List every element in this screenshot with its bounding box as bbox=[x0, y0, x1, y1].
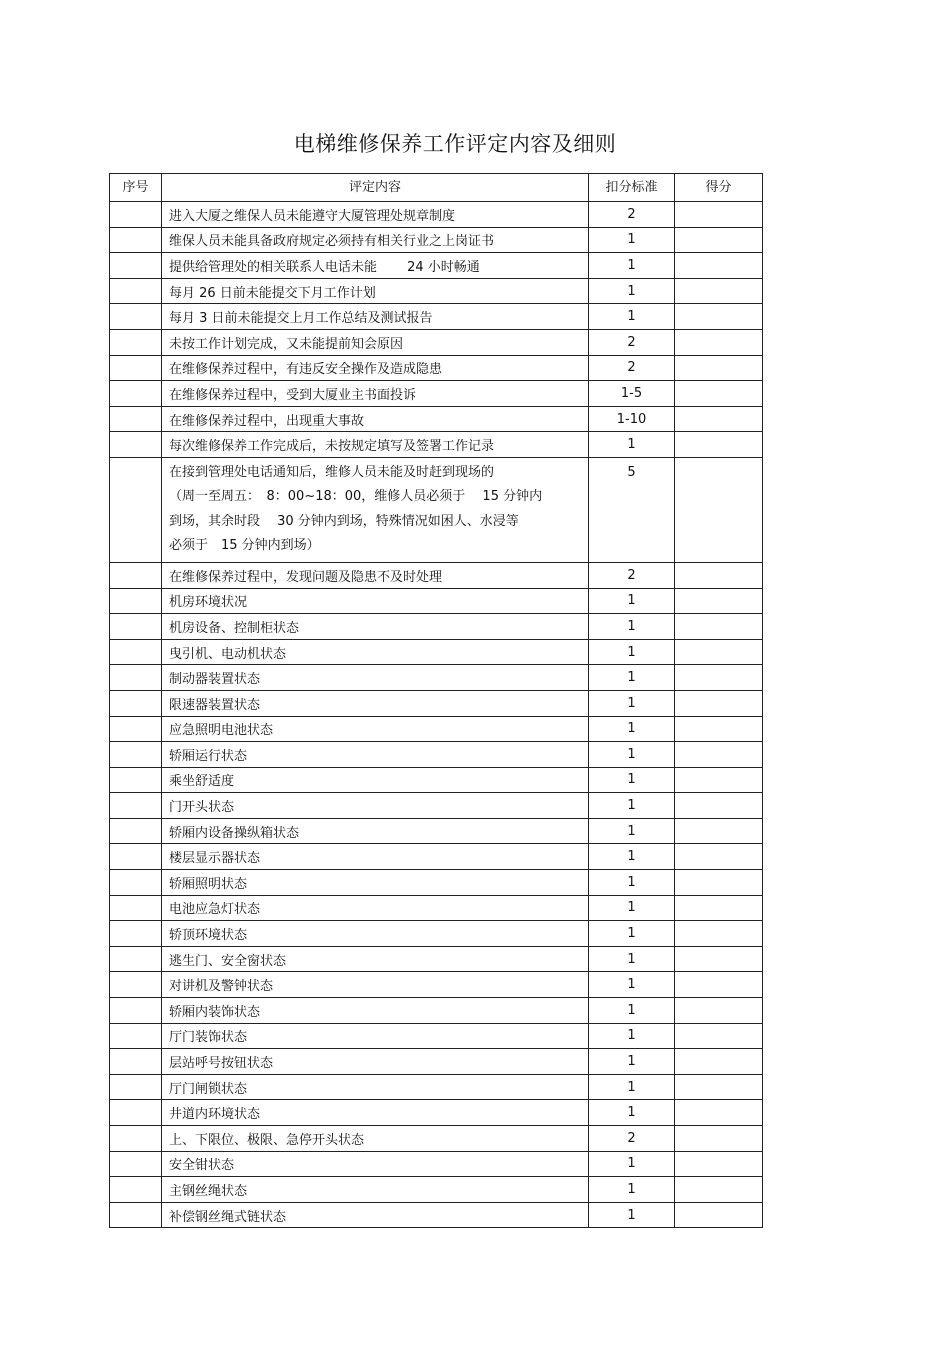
table-row bbox=[110, 972, 763, 998]
seq-cell bbox=[110, 921, 162, 947]
score-cell[interactable] bbox=[675, 457, 763, 562]
score-cell[interactable] bbox=[675, 921, 763, 947]
standard-cell: 1 bbox=[589, 1177, 675, 1203]
seq-cell bbox=[110, 614, 162, 640]
content-cell bbox=[162, 457, 589, 562]
seq-cell bbox=[110, 716, 162, 742]
table-header-row bbox=[110, 174, 763, 202]
header-seq: 序号 bbox=[110, 174, 162, 202]
seq-cell bbox=[110, 742, 162, 768]
table-row bbox=[110, 562, 763, 588]
table-row bbox=[110, 998, 763, 1024]
table-row bbox=[110, 818, 763, 844]
score-cell[interactable] bbox=[675, 1177, 763, 1203]
seq-cell bbox=[110, 1049, 162, 1075]
table-row bbox=[110, 1151, 763, 1177]
score-cell[interactable] bbox=[675, 355, 763, 381]
content-cell: 维保人员未能具备政府规定必须持有相关行业之上岗证书 bbox=[162, 227, 589, 253]
standard-cell: 1 bbox=[589, 793, 675, 819]
table-row bbox=[110, 1177, 763, 1203]
table-row bbox=[110, 381, 763, 407]
seq-cell bbox=[110, 665, 162, 691]
content-cell: 轿厢运行状态 bbox=[162, 742, 589, 768]
content-cell: 层站呼号按钮状态 bbox=[162, 1049, 589, 1075]
table-row bbox=[110, 588, 763, 614]
content-line: （周一至周五： 8：00~18：00，维修人员必须于 15 分钟内 bbox=[169, 489, 543, 505]
seq-cell bbox=[110, 870, 162, 896]
table-row bbox=[110, 895, 763, 921]
content-cell: 提供给管理处的相关联系人电话未能 24 小时畅通 bbox=[162, 253, 589, 279]
score-cell[interactable] bbox=[675, 562, 763, 588]
standard-cell: 1 bbox=[589, 432, 675, 458]
seq-cell bbox=[110, 998, 162, 1024]
seq-cell bbox=[110, 1177, 162, 1203]
score-cell[interactable] bbox=[675, 588, 763, 614]
table-row bbox=[110, 278, 763, 304]
table-row bbox=[110, 329, 763, 355]
standard-cell: 1 bbox=[589, 227, 675, 253]
seq-cell bbox=[110, 895, 162, 921]
score-cell[interactable] bbox=[675, 767, 763, 793]
seq-cell bbox=[110, 818, 162, 844]
table-row bbox=[110, 457, 763, 562]
seq-cell bbox=[110, 278, 162, 304]
seq-cell bbox=[110, 381, 162, 407]
table-row bbox=[110, 716, 763, 742]
score-cell[interactable] bbox=[675, 972, 763, 998]
standard-cell: 1 bbox=[589, 1100, 675, 1126]
score-cell[interactable] bbox=[675, 639, 763, 665]
table-row bbox=[110, 227, 763, 253]
standard-cell: 1 bbox=[589, 921, 675, 947]
seq-cell bbox=[110, 355, 162, 381]
seq-cell bbox=[110, 202, 162, 228]
standard-cell: 1 bbox=[589, 716, 675, 742]
standard-cell: 2 bbox=[589, 1126, 675, 1152]
header-score: 得分 bbox=[675, 174, 763, 202]
score-cell[interactable] bbox=[675, 870, 763, 896]
content-cell: 制动器装置状态 bbox=[162, 665, 589, 691]
seq-cell bbox=[110, 844, 162, 870]
standard-cell: 1 bbox=[589, 1202, 675, 1228]
score-cell[interactable] bbox=[675, 818, 763, 844]
table-row bbox=[110, 946, 763, 972]
header-standard: 扣分标准 bbox=[589, 174, 675, 202]
score-cell[interactable] bbox=[675, 1151, 763, 1177]
content-cell: 逃生门、安全窗状态 bbox=[162, 946, 589, 972]
seq-cell bbox=[110, 588, 162, 614]
table-row bbox=[110, 1202, 763, 1228]
standard-cell: 2 bbox=[589, 562, 675, 588]
content-cell: 机房设备、控制柜状态 bbox=[162, 614, 589, 640]
table-row bbox=[110, 870, 763, 896]
standard-cell: 1-10 bbox=[589, 406, 675, 432]
score-cell[interactable] bbox=[675, 614, 763, 640]
score-cell[interactable] bbox=[675, 1202, 763, 1228]
seq-cell bbox=[110, 304, 162, 330]
seq-cell bbox=[110, 562, 162, 588]
content-line: 到场，其余时段 30 分钟内到场，特殊情况如困人、水浸等 bbox=[169, 513, 519, 529]
table-row bbox=[110, 844, 763, 870]
table-row bbox=[110, 1049, 763, 1075]
standard-cell: 1 bbox=[589, 690, 675, 716]
score-cell[interactable] bbox=[675, 946, 763, 972]
standard-cell: 1 bbox=[589, 614, 675, 640]
seq-cell bbox=[110, 793, 162, 819]
seq-cell bbox=[110, 690, 162, 716]
score-cell[interactable] bbox=[675, 1023, 763, 1049]
content-cell: 每月 26 日前未能提交下月工作计划 bbox=[162, 278, 589, 304]
standard-cell: 1-5 bbox=[589, 381, 675, 407]
content-cell: 每月 3 日前未能提交上月工作总结及测试报告 bbox=[162, 304, 589, 330]
seq-cell bbox=[110, 946, 162, 972]
standard-cell: 1 bbox=[589, 665, 675, 691]
standard-cell: 1 bbox=[589, 946, 675, 972]
content-cell: 对讲机及警钟状态 bbox=[162, 972, 589, 998]
seq-cell bbox=[110, 1126, 162, 1152]
standard-cell: 1 bbox=[589, 972, 675, 998]
seq-cell bbox=[110, 1023, 162, 1049]
content-cell: 厅门装饰状态 bbox=[162, 1023, 589, 1049]
seq-cell bbox=[110, 1074, 162, 1100]
content-cell: 厅门闸锁状态 bbox=[162, 1074, 589, 1100]
standard-cell: 2 bbox=[589, 329, 675, 355]
table-row bbox=[110, 1100, 763, 1126]
score-cell[interactable] bbox=[675, 844, 763, 870]
score-cell[interactable] bbox=[675, 278, 763, 304]
content-cell: 电池应急灯状态 bbox=[162, 895, 589, 921]
standard-cell: 1 bbox=[589, 253, 675, 279]
content-cell: 主钢丝绳状态 bbox=[162, 1177, 589, 1203]
table-row bbox=[110, 1074, 763, 1100]
standard-cell: 1 bbox=[589, 895, 675, 921]
score-cell[interactable] bbox=[675, 329, 763, 355]
content-cell: 楼层显示器状态 bbox=[162, 844, 589, 870]
content-cell: 安全钳状态 bbox=[162, 1151, 589, 1177]
table-row bbox=[110, 202, 763, 228]
standard-cell: 2 bbox=[589, 202, 675, 228]
content-cell: 应急照明电池状态 bbox=[162, 716, 589, 742]
standard-cell: 1 bbox=[589, 278, 675, 304]
content-cell: 上、下限位、极限、急停开头状态 bbox=[162, 1126, 589, 1152]
score-cell[interactable] bbox=[675, 1126, 763, 1152]
standard-cell: 1 bbox=[589, 742, 675, 768]
table-row bbox=[110, 690, 763, 716]
seq-cell bbox=[110, 1100, 162, 1126]
content-cell: 机房环境状况 bbox=[162, 588, 589, 614]
standard-cell: 1 bbox=[589, 588, 675, 614]
header-content: 评定内容 bbox=[162, 174, 589, 202]
content-cell: 井道内环境状态 bbox=[162, 1100, 589, 1126]
content-cell: 轿厢内设备操纵箱状态 bbox=[162, 818, 589, 844]
score-cell[interactable] bbox=[675, 742, 763, 768]
table-row bbox=[110, 432, 763, 458]
standard-cell: 1 bbox=[589, 1049, 675, 1075]
standard-cell: 1 bbox=[589, 1074, 675, 1100]
content-line: 在接到管理处电话通知后，维修人员未能及时赶到现场的 bbox=[169, 464, 495, 480]
evaluation-table bbox=[109, 173, 763, 1228]
score-cell[interactable] bbox=[675, 227, 763, 253]
content-cell: 在维修保养过程中，有违反安全操作及造成隐患 bbox=[162, 355, 589, 381]
seq-cell bbox=[110, 253, 162, 279]
standard-cell: 1 bbox=[589, 304, 675, 330]
score-cell[interactable] bbox=[675, 1100, 763, 1126]
score-cell[interactable] bbox=[675, 432, 763, 458]
content-cell: 在维修保养过程中，出现重大事故 bbox=[162, 406, 589, 432]
seq-cell bbox=[110, 457, 162, 562]
seq-cell bbox=[110, 227, 162, 253]
seq-cell bbox=[110, 972, 162, 998]
score-cell[interactable] bbox=[675, 1049, 763, 1075]
table-row bbox=[110, 742, 763, 768]
content-cell: 轿顶环境状态 bbox=[162, 921, 589, 947]
content-cell: 曳引机、电动机状态 bbox=[162, 639, 589, 665]
content-cell: 未按工作计划完成，又未能提前知会原因 bbox=[162, 329, 589, 355]
standard-cell: 1 bbox=[589, 1023, 675, 1049]
seq-cell bbox=[110, 767, 162, 793]
content-cell: 轿厢内装饰状态 bbox=[162, 998, 589, 1024]
standard-cell: 1 bbox=[589, 870, 675, 896]
standard-cell: 1 bbox=[589, 767, 675, 793]
score-cell[interactable] bbox=[675, 793, 763, 819]
content-cell: 进入大厦之维保人员未能遵守大厦管理处规章制度 bbox=[162, 202, 589, 228]
score-cell[interactable] bbox=[675, 665, 763, 691]
standard-cell: 1 bbox=[589, 1151, 675, 1177]
content-cell: 限速器装置状态 bbox=[162, 690, 589, 716]
table-body bbox=[110, 202, 763, 1228]
score-cell[interactable] bbox=[675, 253, 763, 279]
content-cell: 乘坐舒适度 bbox=[162, 767, 589, 793]
table-row bbox=[110, 1126, 763, 1152]
score-cell[interactable] bbox=[675, 381, 763, 407]
table-row bbox=[110, 406, 763, 432]
table-row bbox=[110, 253, 763, 279]
table-row bbox=[110, 767, 763, 793]
score-cell[interactable] bbox=[675, 202, 763, 228]
content-cell: 每次维修保养工作完成后，未按规定填写及签署工作记录 bbox=[162, 432, 589, 458]
table-row bbox=[110, 793, 763, 819]
content-cell: 轿厢照明状态 bbox=[162, 870, 589, 896]
seq-cell bbox=[110, 329, 162, 355]
table-row bbox=[110, 921, 763, 947]
standard-cell: 1 bbox=[589, 639, 675, 665]
score-cell[interactable] bbox=[675, 1074, 763, 1100]
standard-cell: 1 bbox=[589, 818, 675, 844]
seq-cell bbox=[110, 1202, 162, 1228]
content-cell: 在维修保养过程中，受到大厦业主书面投诉 bbox=[162, 381, 589, 407]
standard-cell: 5 bbox=[589, 457, 675, 562]
seq-cell bbox=[110, 406, 162, 432]
content-cell: 在维修保养过程中，发现问题及隐患不及时处理 bbox=[162, 562, 589, 588]
table-row bbox=[110, 304, 763, 330]
table-row bbox=[110, 1023, 763, 1049]
document-title: 电梯维修保养工作评定内容及细则 bbox=[293, 132, 617, 156]
score-cell[interactable] bbox=[675, 895, 763, 921]
table-row bbox=[110, 355, 763, 381]
table-row bbox=[110, 665, 763, 691]
score-cell[interactable] bbox=[675, 304, 763, 330]
table-row bbox=[110, 639, 763, 665]
content-line: 必须于 15 分钟内到场） bbox=[169, 538, 320, 554]
standard-cell: 1 bbox=[589, 844, 675, 870]
content-cell: 门开头状态 bbox=[162, 793, 589, 819]
seq-cell bbox=[110, 639, 162, 665]
seq-cell bbox=[110, 432, 162, 458]
standard-cell: 1 bbox=[589, 998, 675, 1024]
content-cell: 补偿钢丝绳式链状态 bbox=[162, 1202, 589, 1228]
seq-cell bbox=[110, 1151, 162, 1177]
score-cell[interactable] bbox=[675, 406, 763, 432]
score-cell[interactable] bbox=[675, 716, 763, 742]
standard-cell: 2 bbox=[589, 355, 675, 381]
score-cell[interactable] bbox=[675, 690, 763, 716]
table-row bbox=[110, 614, 763, 640]
score-cell[interactable] bbox=[675, 998, 763, 1024]
